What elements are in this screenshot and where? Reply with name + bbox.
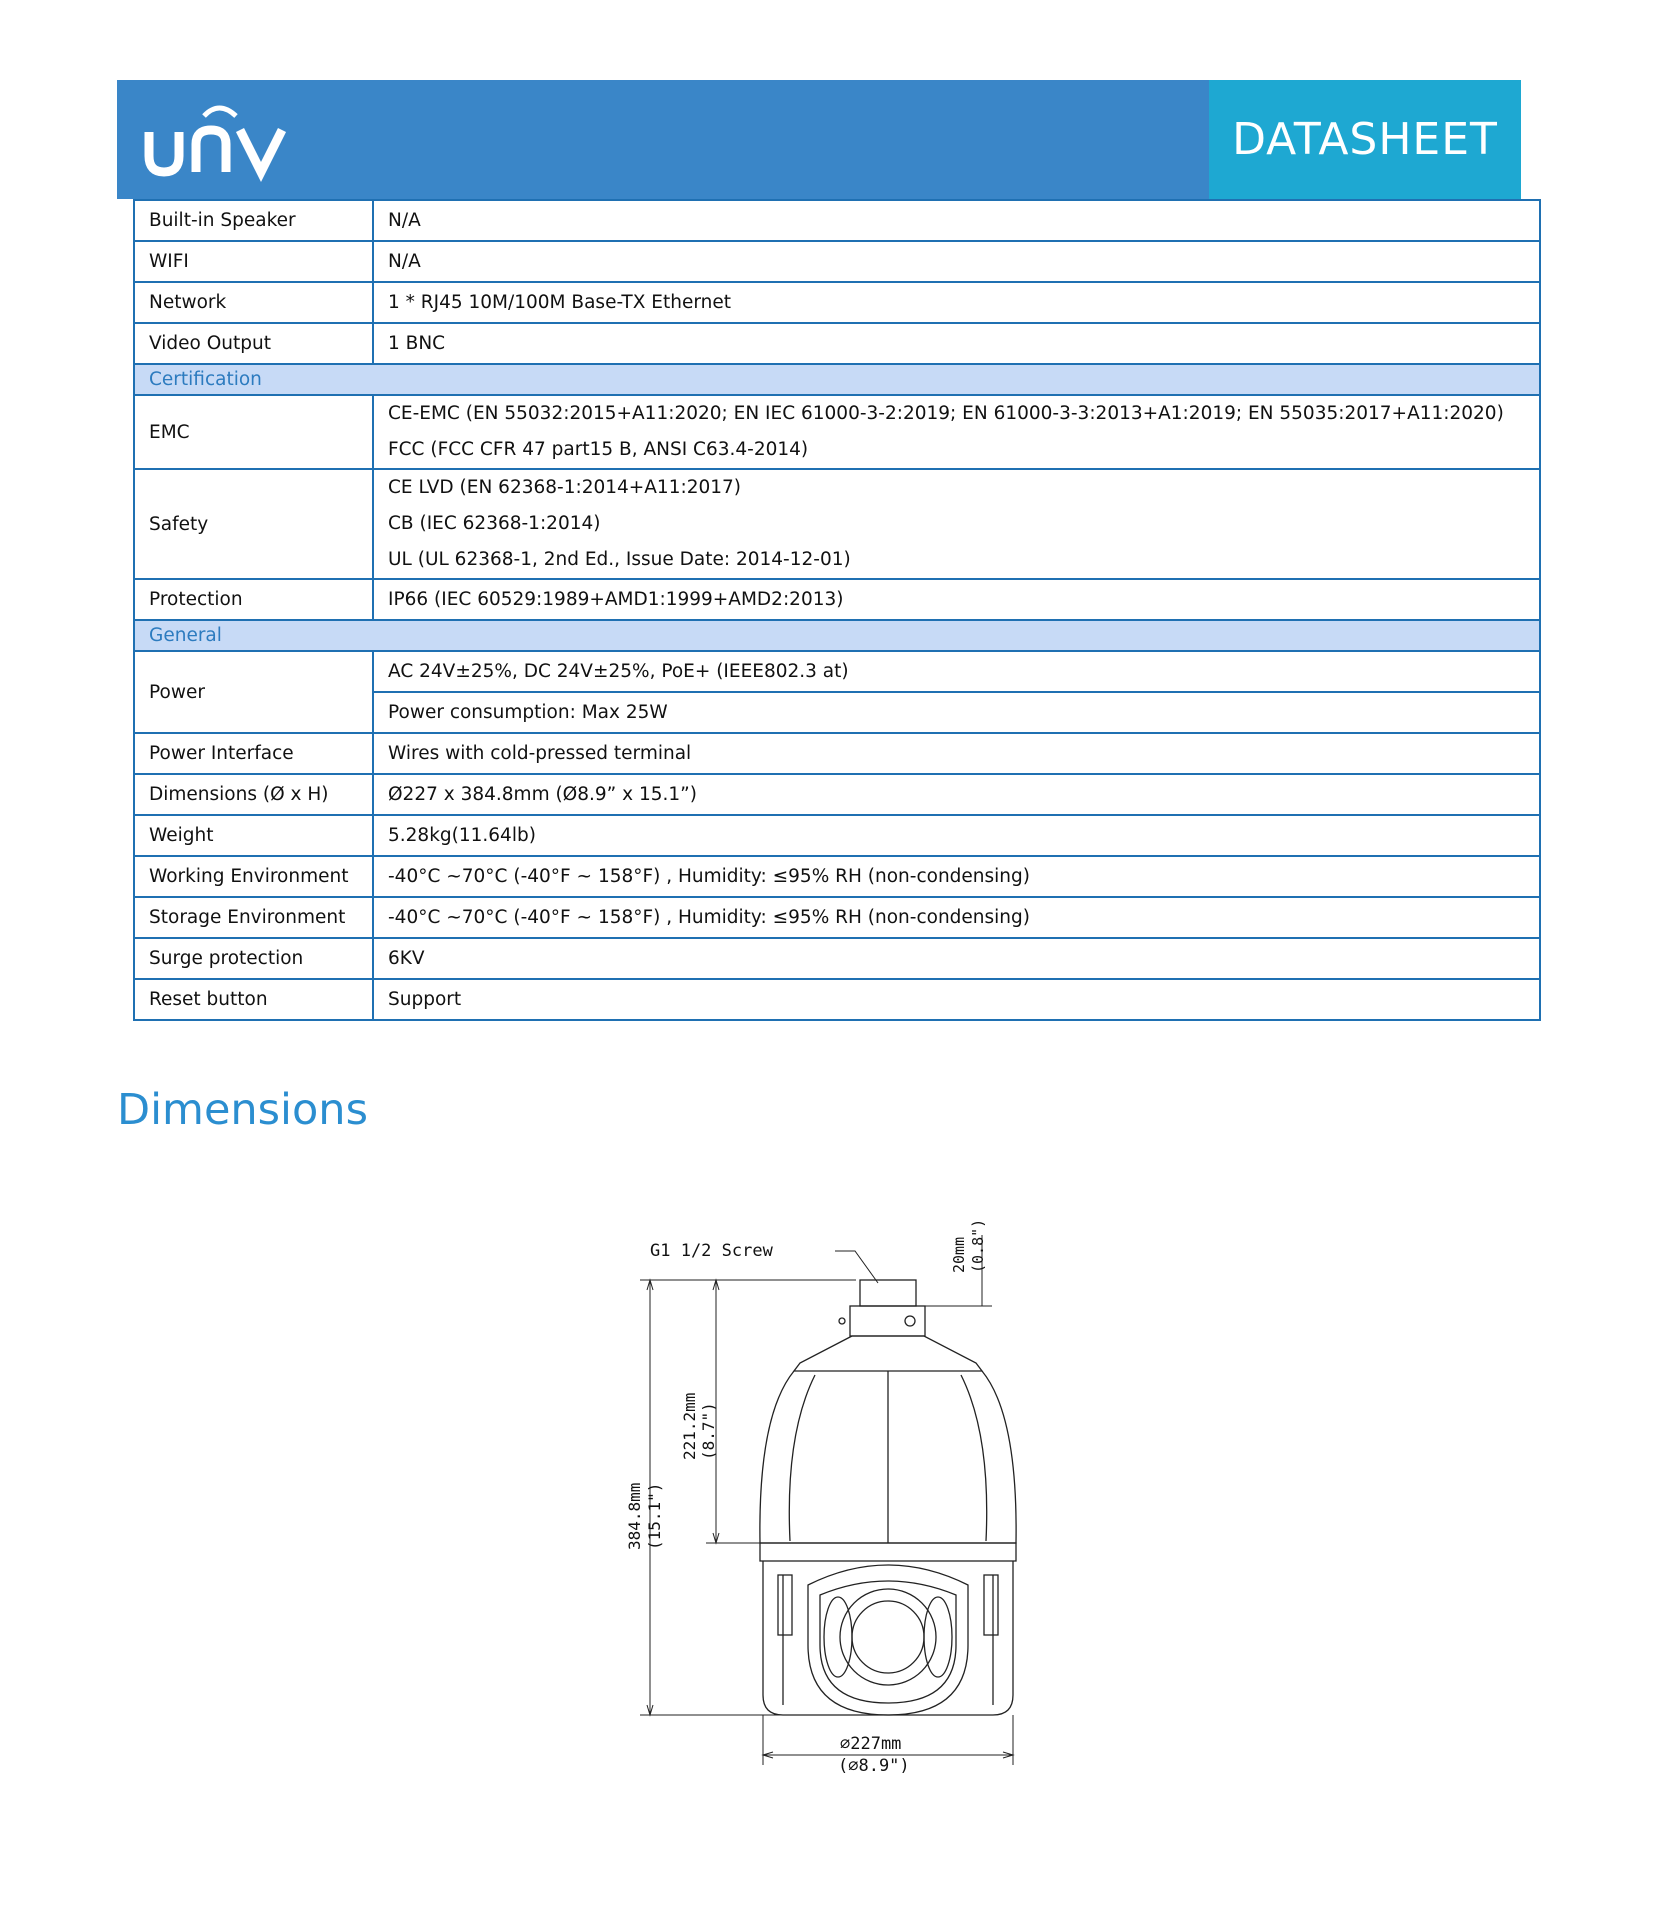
row-value: IP66 (IEC 60529:1989+AMD1:1999+AMD2:2013) (373, 579, 1540, 620)
row-label: Weight (134, 815, 373, 856)
spec-table (133, 199, 1541, 1021)
table-row (134, 651, 1540, 692)
datasheet-title: DATASHEET (1232, 114, 1498, 165)
unv-logo (144, 94, 294, 186)
row-value: Support (373, 979, 1540, 1020)
row-label: EMC (134, 395, 373, 469)
value-line: CB (IEC 62368-1:2014) (388, 513, 601, 534)
row-value: -40°C ~70°C (-40°F ~ 158°F) , Humidity: ≤95% RH (non-condensing) (373, 897, 1540, 938)
total-dimension-mm: 384.8mm (625, 1482, 644, 1550)
diameter-dimension-in: (∅8.9") (838, 1756, 910, 1775)
value-line: CE LVD (EN 62368-1:2014+A11:2017) (388, 477, 742, 498)
row-label: Video Output (134, 323, 373, 364)
screw-label: G1 1/2 Screw (650, 1241, 773, 1261)
table-row (134, 897, 1540, 938)
table-row (134, 395, 1540, 469)
diameter-dimension-mm: ∅227mm (840, 1734, 902, 1754)
row-label: WIFI (134, 241, 373, 282)
section-title: General (134, 620, 1540, 651)
row-value (373, 469, 1540, 579)
table-row (134, 323, 1540, 364)
row-value: 1 * RJ45 10M/100M Base-TX Ethernet (373, 282, 1540, 323)
row-label: Safety (134, 469, 373, 579)
row-value: Wires with cold-pressed terminal (373, 733, 1540, 774)
table-row (134, 815, 1540, 856)
value-line: FCC (FCC CFR 47 part15 B, ANSI C63.4-2014) (388, 439, 809, 460)
dimension-drawing (620, 1175, 1020, 1775)
dimensions-title: Dimensions (117, 1085, 368, 1135)
table-row (134, 938, 1540, 979)
row-value: N/A (373, 241, 1540, 282)
row-value: -40°C ~70°C (-40°F ~ 158°F) , Humidity: ≤95% RH (non-condensing) (373, 856, 1540, 897)
row-value: Power consumption: Max 25W (373, 692, 1540, 733)
row-label: Reset button (134, 979, 373, 1020)
row-value: 6KV (373, 938, 1540, 979)
row-label: Surge protection (134, 938, 373, 979)
table-row (134, 856, 1540, 897)
section-title: Certification (134, 364, 1540, 395)
value-line: UL (UL 62368-1, 2nd Ed., Issue Date: 2014-12-01) (388, 549, 851, 570)
table-row (134, 579, 1540, 620)
table-row (134, 733, 1540, 774)
row-label: Built-in Speaker (134, 200, 373, 241)
row-label: Protection (134, 579, 373, 620)
section-header-general (134, 620, 1540, 651)
row-label: Power Interface (134, 733, 373, 774)
top-dimension-in: (0.8") (969, 1218, 987, 1273)
value-line: CE-EMC (EN 55032:2015+A11:2020; EN IEC 61000-3-2:2019; EN 61000-3-3:2013+A1:2019; EN 55035:2017+A11:2020) (388, 403, 1504, 424)
row-label: Working Environment (134, 856, 373, 897)
row-label: Dimensions (Ø x H) (134, 774, 373, 815)
table-row (134, 282, 1540, 323)
row-value: 1 BNC (373, 323, 1540, 364)
row-value: Ø227 x 384.8mm (Ø8.9” x 15.1”) (373, 774, 1540, 815)
upper-dimension-mm: 221.2mm (680, 1392, 699, 1460)
table-row (134, 241, 1540, 282)
table-row (134, 200, 1540, 241)
row-label: Network (134, 282, 373, 323)
table-row (134, 469, 1540, 579)
upper-dimension-in: (8.7") (699, 1402, 718, 1460)
row-value: 5.28kg(11.64lb) (373, 815, 1540, 856)
table-row (134, 979, 1540, 1020)
row-value: N/A (373, 200, 1540, 241)
total-dimension-in: (15.1") (645, 1482, 664, 1550)
table-row (134, 774, 1540, 815)
header-banner (117, 80, 1521, 199)
datasheet-title-box (1209, 80, 1521, 199)
row-value: AC 24V±25%, DC 24V±25%, PoE+ (IEEE802.3 at) (373, 651, 1540, 692)
top-dimension-mm: 20mm (950, 1236, 968, 1273)
section-header-certification (134, 364, 1540, 395)
row-label: Power (134, 651, 373, 733)
row-value (373, 395, 1540, 469)
row-label: Storage Environment (134, 897, 373, 938)
